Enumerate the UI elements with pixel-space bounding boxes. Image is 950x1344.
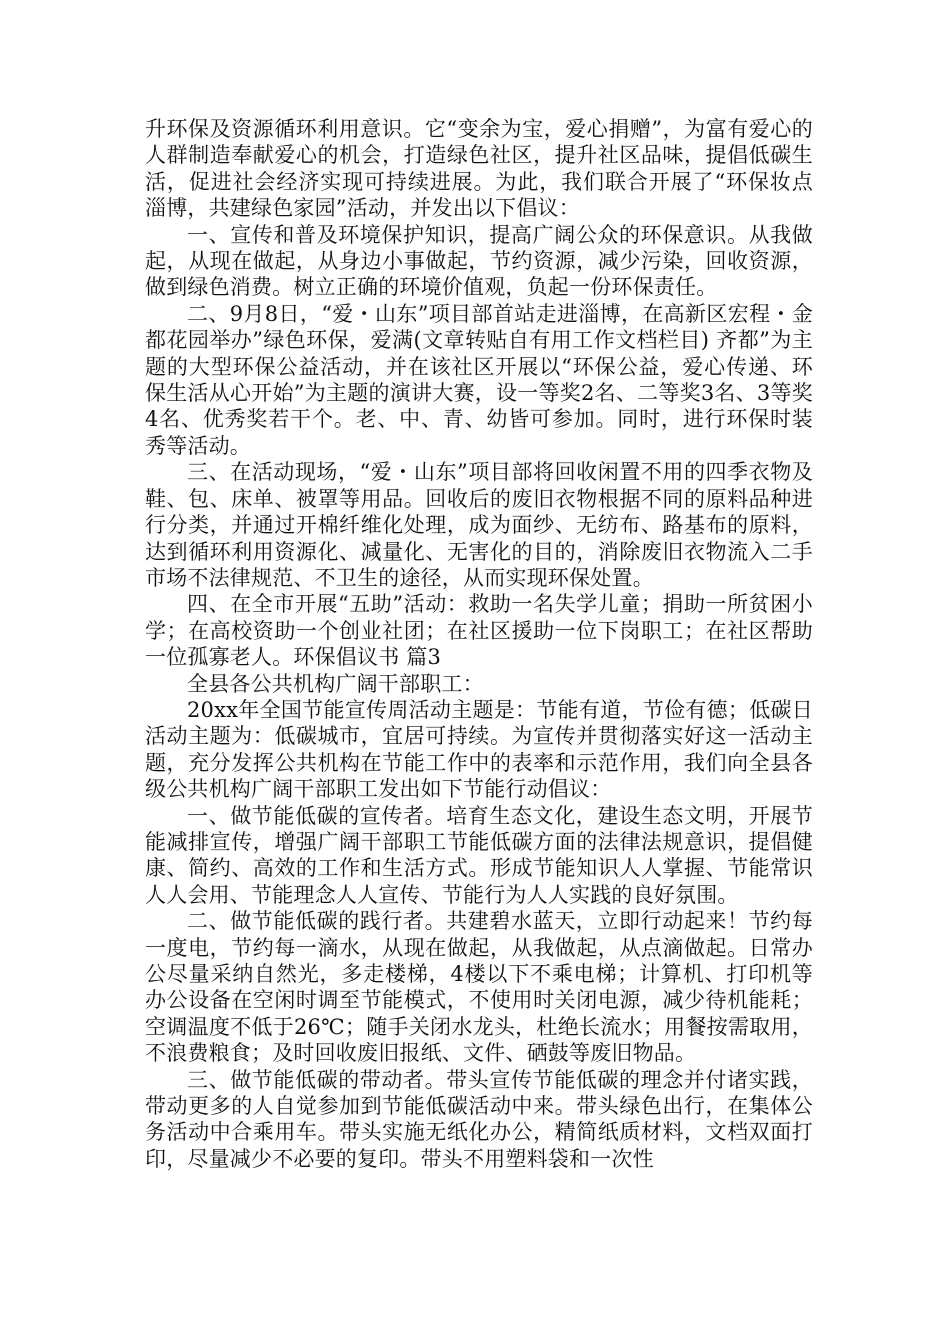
paragraph-action-1: 一、做节能低碳的宣传者。培育生态文化，建设生态文明，开展节能减排宣传，增强广阔干部职工节能低碳方面的法律法规意识，提倡健康、简约、高效的工作和生活方式。形成节能知识人人掌握、节能常识人人会用、节能理念人人宣传、节能行为人人实践的良好氛围。 — [145, 803, 813, 907]
paragraph-proposal-1: 一、宣传和普及环境保护知识，提高广阔公众的环保意识。从我做起，从现在做起，从身边小事做起，节约资源，减少污染，回收资源，做到绿色消费。树立正确的环境价值观，负起一份环保责任。 — [145, 222, 813, 300]
paragraph-proposal-4: 四、在全市开展“五助”活动：救助一名失学儿童；捐助一所贫困小学；在高校资助一个创业社团；在社区援助一位下岗职工；在社区帮助一位孤寡老人。环保倡议书 篇3 — [145, 592, 813, 670]
paragraph-action-2: 二、做节能低碳的践行者。共建碧水蓝天，立即行动起来！节约每一度电，节约每一滴水，从现在做起，从我做起，从点滴做起。日常办公尽量采纳自然光，多走楼梯，4楼以下不乘电梯；计算机、打印机等办公设备在空闲时调至节能模式，不使用时关闭电源，减少待机能耗；空调温度不低于26℃；随手关闭水龙头，杜绝长流水；用餐按需取用，不浪费粮食；及时回收废旧报纸、文件、硒鼓等废旧物品。 — [145, 909, 813, 1066]
paragraph-continuation: 升环保及资源循环利用意识。它“变余为宝，爱心捐赠”，为富有爱心的人群制造奉献爱心的机会，打造绿色社区，提升社区品味，提倡低碳生活，促进社会经济实现可持续进展。为此，我们联合开展了“环保妆点淄博，共建绿色家园”活动，并发出以下倡议： — [145, 117, 813, 221]
paragraph-proposal-3: 三、在活动现场，“爱・山东”项目部将回收闲置不用的四季衣物及鞋、包、床单、被罩等用品。回收后的废旧衣物根据不同的原料品种进行分类，并通过开棉纤维化处理，成为面纱、无纺布、路基布的原料，达到循环利用资源化、减量化、无害化的目的，消除废旧衣物流入二手市场不法律规范、不卫生的途径，从而实现环保处置。 — [145, 460, 813, 590]
document-body — [145, 116, 813, 1172]
paragraph-salutation: 全县各公共机构广阔干部职工： — [187, 671, 484, 696]
paragraph-intro: 20xx年全国节能宣传周活动主题是：节能有道，节俭有德；低碳日活动主题为：低碳城市，宜居可持续。为宣传并贯彻落实好这一活动主题，充分发挥公共机构在节能工作中的表率和示范作用，我们向全县各级公共机构广阔干部职工发出如下节能行动倡议： — [145, 697, 813, 802]
paragraph-action-3: 三、做节能低碳的带动者。带头宣传节能低碳的理念并付诸实践，带动更多的人自觉参加到节能低碳活动中来。带头绿色出行，在集体公务活动中合乘用车。带头实施无纸化办公，精简纸质材料，文档双面打印，尽量减少不必要的复印。带头不用塑料袋和一次性 — [145, 1067, 813, 1171]
paragraph-proposal-2: 二、9月8日，“爱・山东”项目部首站走进淄博，在高新区宏程・金都花园举办”绿色环保，爱满(文章转贴自有用工作文档栏目) 齐都”为主题的大型环保公益活动，并在该社区开展以“环保公益，爱心传递、环保生活从心开始”为主题的演讲大赛，设一等奖2名、二等奖3名、3等奖4名、优秀奖若干个。老、中、青、幼皆可参加。同时，进行环保时装秀等活动。 — [145, 301, 813, 458]
